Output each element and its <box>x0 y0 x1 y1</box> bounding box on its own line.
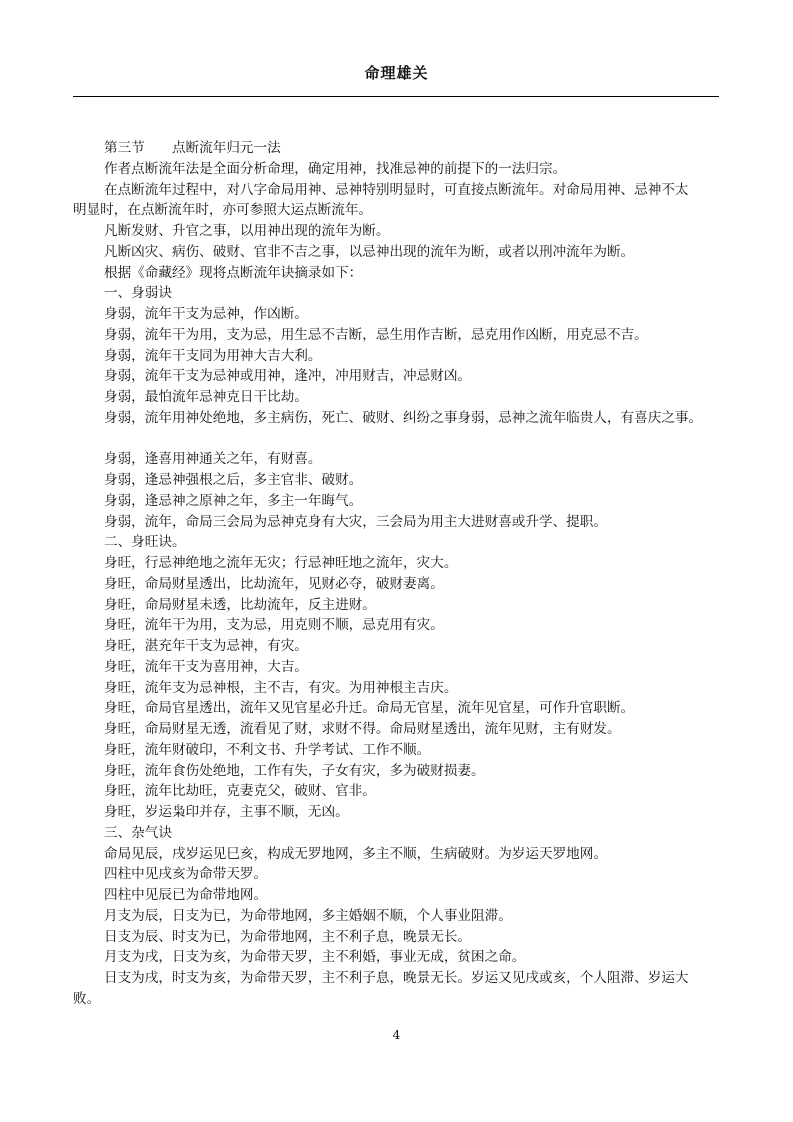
text-line: 三、杂气诀 <box>104 824 172 841</box>
text-line: 身旺，命局财星无透，流看见了财，求财不得。命局财星透出，流年见财，主有财发。 <box>104 721 621 737</box>
text-line: 身旺，流年支为忌神根，主不吉，有灾。为用神根主吉庆。 <box>104 679 458 696</box>
blank-line <box>73 429 733 450</box>
text-line: 身旺，行忌神绝地之流年无灾；行忌神旺地之流年，灾大。 <box>104 555 458 571</box>
text-line: 身弱，流年干为用，支为忌，用生忌不吉断，忌生用作吉断，忌克用作凶断，用克忌不吉。 <box>104 326 648 343</box>
running-header-title: 命理雄关 <box>364 64 429 82</box>
document-body <box>73 138 733 1010</box>
text-line: 身旺，流年食伤处绝地，工作有失，子女有灾，多为破财损妻。 <box>104 762 485 779</box>
text-line: 身弱，逢忌神强根之后，多主官非、破财。 <box>104 472 363 488</box>
text-line: 身旺，命局财星透出，比劫流年，见财必夺，破财妻离。 <box>104 575 444 592</box>
text-line: 身弱，流年，命局三会局为忌神克身有大灾，三会局为用主大进财喜或升学、提职。 <box>104 513 607 530</box>
text-line: 身弱，逢忌神之原神之年，多主一年晦气。 <box>104 492 363 509</box>
text-line: 命局见辰，戌岁运见巳亥，构成无罗地网，多主不顺，生病破财。为岁运天罗地网。 <box>104 845 607 862</box>
text-line: 身弱，流年干支为忌神，作凶断。 <box>104 306 308 322</box>
text-line: 身旺，命局财星未透，比劫流年，反主进财。 <box>104 596 376 613</box>
text-line: 根据《命藏经》现将点断流年诀摘录如下： <box>104 264 363 281</box>
text-line: 日支为辰、时支为已，为命带地网，主不利子息，晚景无长。 <box>104 928 472 945</box>
text-line: 败。 <box>73 990 101 1007</box>
text-line: 身旺，岁运枭印并存，主事不顺，无凶。 <box>104 804 349 820</box>
text-line: 身旺，流年干支为喜用神，大吉。 <box>104 658 308 675</box>
page-number: 4 <box>392 1028 401 1042</box>
text-line: 身旺，命局官星透出，流年又见官星必升迁。命局无官星，流年见官星，可作升官职断。 <box>104 700 635 717</box>
text-line: 身旺，流年干为用，支为忌，用克则不顺，忌克用有灾。 <box>104 617 444 634</box>
text-line: 身旺，湛充年干支为忌神，有灾。 <box>104 638 308 654</box>
text-line: 身旺，流年财破印，不利文书、升学考试、工作不顺。 <box>104 741 431 758</box>
text-line: 日支为戌，时支为亥，为命带天罗，主不利子息，晚景无长。岁运又见戌或亥，个人阻滞、岁运大 <box>104 970 689 986</box>
text-line: 身弱，流年干支为忌神或用神，逢冲，冲用财吉，冲忌财凶。 <box>104 368 472 385</box>
text-line: 身弱，流年用神处绝地，多主病伤，死亡、破财、纠纷之事身弱，忌神之流年临贵人，有喜庆之事。 <box>104 409 703 426</box>
text-line: 身弱，最怕流年忌神克日干比劫。 <box>104 389 308 405</box>
text-line: 一、身弱诀 <box>104 285 172 302</box>
text-line: 身旺，流年比劫旺，克妻克父，破财、官非。 <box>104 783 376 800</box>
text-line: 身弱，流年干支同为用神大吉大利。 <box>104 347 322 364</box>
text-line: 二、身旺诀。 <box>104 534 186 551</box>
text-line: 四柱中见辰已为命带地网。 <box>104 887 268 903</box>
text-line: 在点断流年过程中，对八字命局用神、忌神特别明显时，可直接点断流年。对命局用神、忌神不太 <box>104 181 689 198</box>
text-line: 凡断凶灾、病伤、破财、官非不吉之事，以忌神出现的流年为断，或者以刑冲流年为断。 <box>104 243 635 260</box>
text-line: 凡断发财、升官之事，以用神出现的流年为断。 <box>104 223 390 239</box>
text-line: 明显时，在点断流年时，亦可参照大运点断流年。 <box>73 202 373 219</box>
text-line: 月支为辰，日支为已，为命带地网，多主婚姻不顺，个人事业阻滞。 <box>104 907 512 924</box>
text-line: 第三节 点断流年归元一法 <box>104 140 281 156</box>
text-line: 月支为戌，日支为亥，为命带天罗，主不利婚，事业无成，贫困之命。 <box>104 949 526 966</box>
header-rule <box>73 96 719 97</box>
text-line: 身弱，逢喜用神通关之年，有财喜。 <box>104 451 322 468</box>
text-line: 作者点断流年法是全面分析命理，确定用神，找准忌神的前提下的一法归宗。 <box>104 160 567 177</box>
text-line: 四柱中见戌亥为命带天罗。 <box>104 866 268 883</box>
